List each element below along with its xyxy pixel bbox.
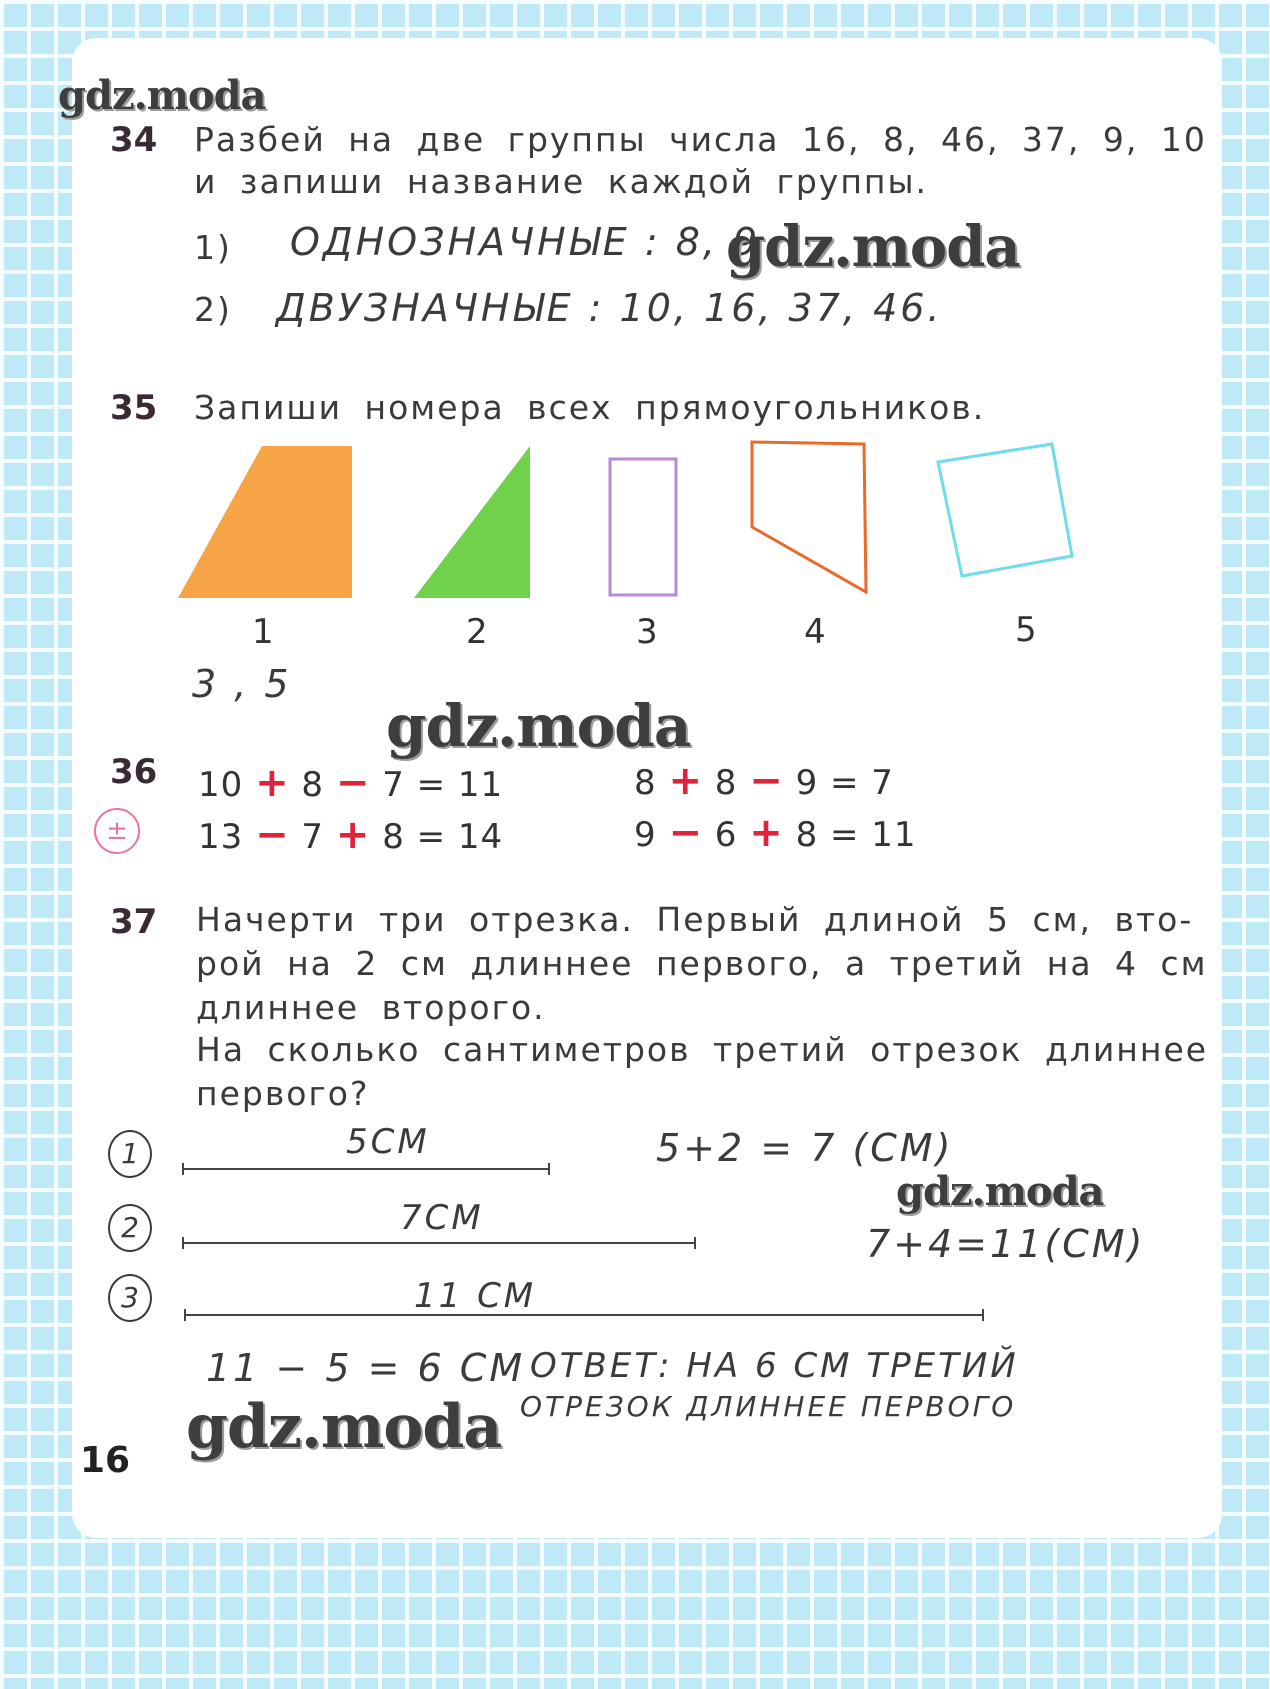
equation-1: 10 + 8 − 7 = 11 (198, 760, 504, 806)
answer-line-2: ОТРЕЗОК ДЛИННЕЕ ПЕРВОГО (520, 1390, 1017, 1423)
task-35-answer: 3 , 5 (192, 662, 292, 706)
task-35-text: Запиши номера всех прямоугольников. (194, 388, 986, 427)
segment-2-label: 7СМ (400, 1198, 484, 1238)
task-37-line-3: длиннее второго. (196, 988, 546, 1027)
calc-1: 5+2 = 7 (СМ) (656, 1126, 954, 1170)
page-number: 16 (80, 1440, 131, 1481)
task-34-item-1-label: 1) (194, 228, 232, 267)
task-37-line-5: первого? (196, 1074, 370, 1113)
shapes-figure (0, 0, 1270, 700)
watermark: gdz.moda (186, 1392, 502, 1462)
shape-label-2: 2 (466, 612, 488, 652)
square-shape (938, 444, 1072, 576)
task-34-number: 34 (110, 120, 158, 160)
plus-minus-badge-icon: ± (94, 808, 140, 854)
shape-label-3: 3 (636, 612, 658, 652)
equation-3: 13 − 7 + 8 = 14 (198, 812, 504, 858)
task-37-line-2: рой на 2 см длиннее первого, а третий на 4 см (196, 944, 1208, 983)
task-35-number: 35 (110, 388, 158, 428)
segment-1-label: 5СМ (346, 1122, 430, 1162)
task-34-line-2: и запиши название каждой группы. (194, 162, 929, 201)
segment-3-label: 11 СМ (414, 1276, 537, 1316)
segment-1-line (182, 1168, 550, 1170)
task-37-number: 37 (110, 902, 158, 942)
watermark: gdz.moda (896, 1168, 1104, 1215)
watermark: gdz.moda (58, 72, 266, 119)
task-34-item-2-answer: ДВУЗНАЧНЫЕ : 10, 16, 37, 46. (276, 286, 943, 330)
segment-3-marker: 3 (108, 1274, 152, 1322)
pentagon-shape (752, 442, 866, 592)
task-34-line-1: Разбей на две группы числа 16, 8, 46, 37, 9, 10 (194, 120, 1207, 159)
segment-2-marker: 2 (108, 1204, 152, 1252)
equation-2: 8 + 8 − 9 = 7 (634, 758, 894, 804)
segment-2-line (182, 1242, 696, 1244)
trapezoid-shape (178, 446, 352, 598)
calc-2: 7+4=11(СМ) (866, 1222, 1146, 1266)
watermark: gdz.moda (726, 214, 1020, 280)
calc-3: 11 − 5 = 6 СМ (206, 1346, 526, 1390)
triangle-shape (414, 446, 530, 598)
task-34-item-2-label: 2) (194, 290, 232, 329)
task-34-item-1-answer: ОДНОЗНАЧНЫЕ : 8, 9 (290, 220, 761, 264)
shape-label-4: 4 (804, 612, 826, 652)
segment-1-marker: 1 (108, 1130, 152, 1178)
shape-label-1: 1 (252, 612, 274, 652)
segment-3-line (184, 1314, 984, 1316)
watermark: gdz.moda (386, 692, 691, 760)
task-36-number: 36 (110, 752, 158, 792)
equation-4: 9 − 6 + 8 = 11 (634, 810, 917, 856)
rectangle-shape (610, 459, 676, 595)
answer-line-1: ОТВЕТ: НА 6 СМ ТРЕТИЙ (530, 1346, 1019, 1386)
task-37-line-4: На сколько сантиметров третий отрезок длиннее (196, 1030, 1209, 1069)
task-37-line-1: Начерти три отрезка. Первый длиной 5 см, вто- (196, 900, 1194, 939)
shape-label-5: 5 (1015, 610, 1037, 650)
